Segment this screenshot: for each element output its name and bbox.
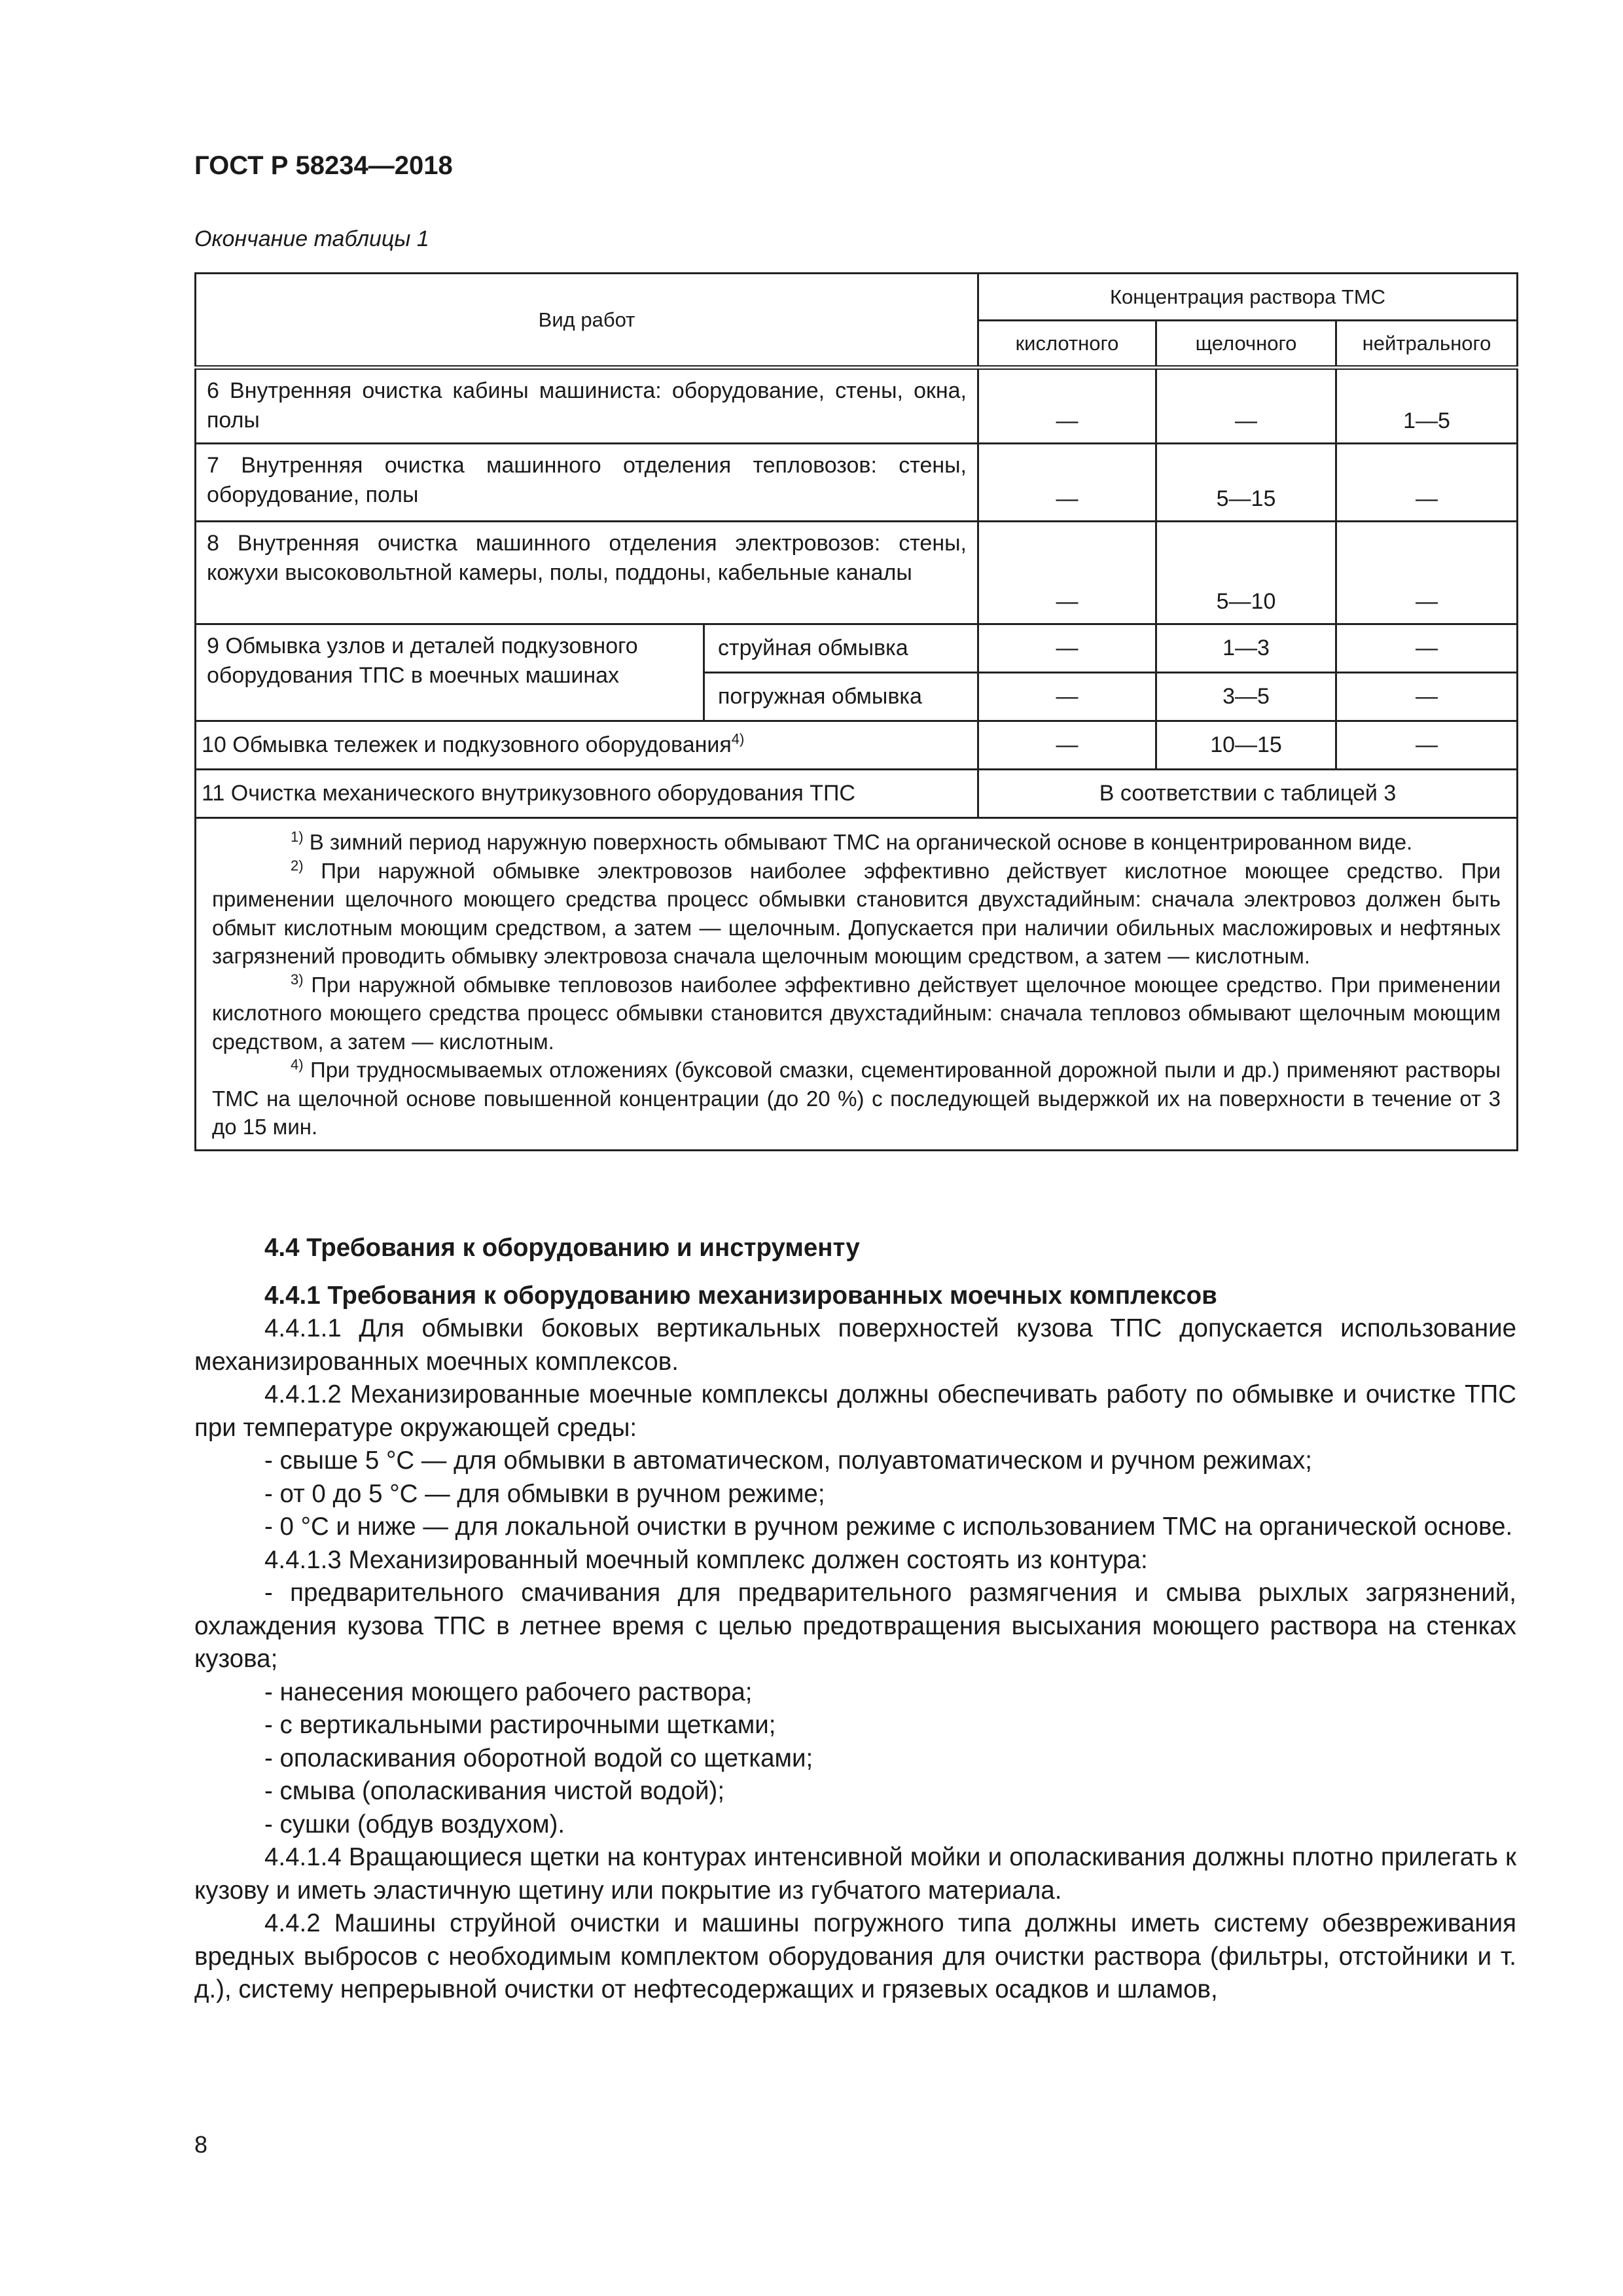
row-acid: — [978, 673, 1156, 721]
row-alkaline: — [1156, 368, 1336, 444]
header-alkaline: щелочного [1156, 321, 1336, 368]
footnote [212, 857, 1501, 971]
row-acid: — [978, 444, 1156, 522]
row-neutral: — [1336, 444, 1518, 522]
table-row [196, 770, 1518, 818]
footnote-mark: 4) [291, 1056, 304, 1073]
row-acid: — [978, 721, 1156, 770]
paragraph: 4.4.1.4 Вращающиеся щетки на контурах интенсивной мойки и ополаскивания должны плотно прилегать к кузову и иметь эластичную щетину или покрытие из губчатого материала. [194, 1843, 1516, 1905]
row-neutral: — [1336, 673, 1518, 721]
row-work: 7 Внутренняя очистка машинного отделения тепловозов: стены, оборудование, полы [196, 444, 978, 522]
footnote-ref: 4) [731, 730, 745, 747]
footnote-text: При наружной обмывке тепловозов наиболее эффективно действует щелочное моющее средство. При применении кислотного моющего средства процесс обмывки становится двухстадийным: сначала тепловоз обмывают щелочным моющим средством, а затем — кислотным. [212, 972, 1501, 1054]
row-neutral: — [1336, 721, 1518, 770]
list-item: - смыва (ополаскивания чистой водой); [264, 1777, 725, 1805]
row-work [196, 721, 978, 770]
footnote-text: В зимний период наружную поверхность обмывают ТМС на органической основе в концентрированном виде. [309, 830, 1413, 854]
paragraph: 4.4.2 Машины струйной очистки и машины погружного типа должны иметь систему обезвреживания вредных выбросов с необходимым комплектом оборудования для очистки раствора (фильтры, отстойники и т. д.), систему непрерывной очистки от нефтесодержащих и грязевых осадков и шламов, [194, 1909, 1516, 2003]
header-neutral: нейтрального [1336, 321, 1518, 368]
paragraph: 4.4.1.3 Механизированный моечный комплекс должен состоять из контура: [264, 1545, 1148, 1574]
list-item: - свыше 5 °С — для обмывки в автоматическом, полуавтоматическом и ручном режимах; [264, 1446, 1312, 1475]
row-neutral: — [1336, 624, 1518, 673]
row-work: 9 Обмывка узлов и деталей подкузовного оборудования ТПС в моечных машинах [196, 624, 704, 721]
header-concentration: Концентрация раствора ТМС [978, 274, 1518, 321]
list-item: - предварительного смачивания для предварительного размягчения и смыва рыхлых загрязнений, охлаждения кузова ТПС в летнее время с целью предотвращения высыхания моющего раствора на стенках кузова; [194, 1579, 1516, 1673]
footnote-mark: 1) [291, 829, 304, 845]
footnotes [196, 818, 1518, 1151]
header-acid: кислотного [978, 321, 1156, 368]
list-item: - от 0 до 5 °С — для обмывки в ручном режиме; [264, 1479, 825, 1508]
paragraph: 4.4.1.1 Для обмывки боковых вертикальных поверхностей кузова ТПС допускается использование механизированных моечных комплексов. [194, 1314, 1516, 1376]
row-alkaline: 10—15 [1156, 721, 1336, 770]
row-alkaline: 3—5 [1156, 673, 1336, 721]
list-item: - ополаскивания оборотной водой со щетками; [264, 1744, 813, 1772]
footnote [212, 971, 1501, 1056]
body-text [194, 1232, 1516, 2007]
concentration-table [194, 272, 1518, 1151]
row-acid: — [978, 368, 1156, 444]
footnote [212, 1056, 1501, 1141]
row-work: 8 Внутренняя очистка машинного отделения электровозов: стены, кожухи высоковольтной камеры, полы, поддоны, кабельные каналы [196, 522, 978, 624]
row-alkaline: 5—15 [1156, 444, 1336, 522]
paragraph: 4.4.1.2 Механизированные моечные комплексы должны обеспечивать работу по обмывке и очистке ТПС при температуре окружающей среды: [194, 1380, 1516, 1442]
list-item: - сушки (обдув воздухом). [264, 1810, 565, 1839]
footnote-mark: 2) [291, 857, 304, 874]
row-work: 11 Очистка механического внутрикузовного оборудования ТПС [196, 770, 978, 818]
page-number: 8 [194, 2131, 208, 2158]
row-acid: — [978, 522, 1156, 624]
footnotes-row [196, 818, 1518, 1151]
table-row [196, 522, 1518, 624]
table-row [196, 444, 1518, 522]
section-heading: 4.4 Требования к оборудованию и инструменту [264, 1234, 860, 1262]
header-work-type: Вид работ [196, 274, 978, 368]
list-item: - 0 °С и ниже — для локальной очистки в ручном режиме с использованием ТМС на органической основе. [264, 1513, 1513, 1541]
row-neutral: 1—5 [1336, 368, 1518, 444]
list-item: - с вертикальными растирочными щетками; [264, 1711, 776, 1739]
footnote [212, 828, 1501, 857]
row-work: 6 Внутренняя очистка кабины машиниста: оборудование, стены, окна, полы [196, 368, 978, 444]
document-header: ГОСТ Р 58234—2018 [194, 151, 453, 180]
row-neutral: — [1336, 522, 1518, 624]
row-value: В соответствии с таблицей 3 [978, 770, 1518, 818]
concentration-table-wrap [194, 272, 1516, 1151]
row-method: погружная обмывка [704, 673, 978, 721]
footnote-mark: 3) [291, 971, 304, 988]
list-item: - нанесения моющего рабочего раствора; [264, 1677, 753, 1706]
row-acid: — [978, 624, 1156, 673]
row-alkaline: 1—3 [1156, 624, 1336, 673]
footnote-text: При трудносмываемых отложениях (буксовой смазки, сцементированной дорожной пыли и др.) применяют растворы ТМС на щелочной основе повышенной концентрации (до 20 %) с последующей выдержкой их на поверхности в течение от 3 до 15 мин. [212, 1058, 1501, 1139]
row-work-text: 10 Обмывка тележек и подкузовного оборудования [202, 732, 732, 757]
table-caption: Окончание таблицы 1 [194, 226, 429, 251]
table-row [196, 624, 1518, 673]
row-method: струйная обмывка [704, 624, 978, 673]
table-row [196, 368, 1518, 444]
footnote-text: При наружной обмывке электровозов наиболее эффективно действует кислотное моющее средство. При применении щелочного моющего средства процесс обмывки становится двухстадийным: сначала электровоз должен быть обмыт кислотным моющим средством, а затем — щелочным. Допускается при наличии обильных масложировых и нефтяных загрязнений проводить обмывку электровоза сначала щелочным моющим средством, а затем — кислотным. [212, 858, 1501, 968]
table-row [196, 721, 1518, 770]
row-alkaline: 5—10 [1156, 522, 1336, 624]
subsection-heading: 4.4.1 Требования к оборудованию механизированных моечных комплексов [264, 1281, 1217, 1310]
